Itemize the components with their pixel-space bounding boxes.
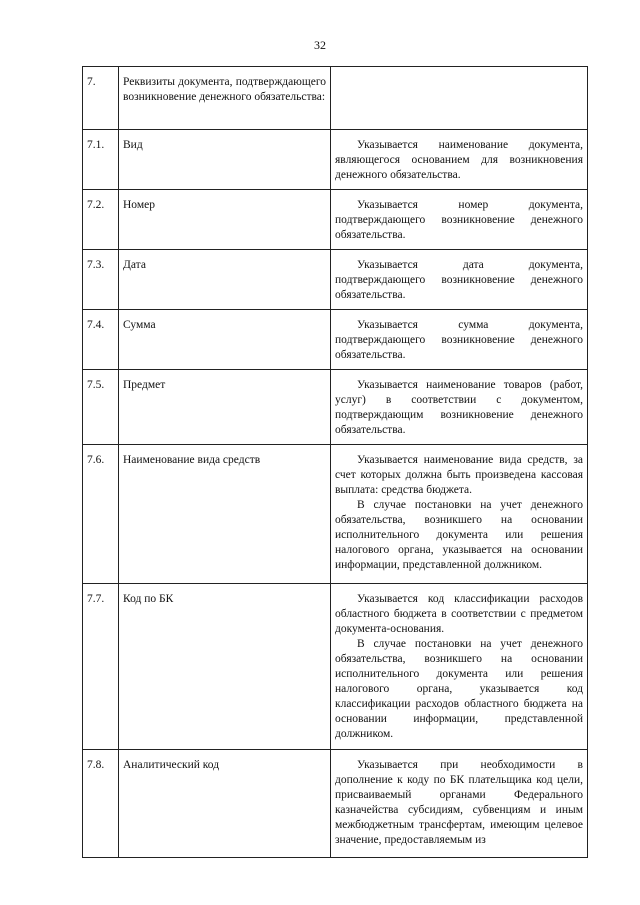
row-description	[331, 130, 588, 190]
row-number: 7.6.	[83, 445, 119, 584]
row-name: Наименование вида средств	[119, 445, 331, 584]
row-name: Номер	[119, 190, 331, 250]
row-description	[331, 67, 588, 130]
row-description	[331, 310, 588, 370]
table-row	[83, 130, 588, 190]
table-row	[83, 445, 588, 584]
description-paragraph: В случае постановки на учет денежного обязательства, возникшего на основании исполнительного документа или решения налогового органа, указывается на основании информации, представленной должником.	[335, 499, 583, 571]
row-number: 7.4.	[83, 310, 119, 370]
row-description	[331, 750, 588, 858]
table-row	[83, 750, 588, 858]
description-paragraph: Указывается наименование вида средств, за счет которых должна быть произведена кассовая выплата: средства бюджета.	[335, 454, 583, 496]
description-paragraph: В случае постановки на учет денежного обязательства, возникшего на основании исполнительного документа или решения налогового органа, указывается код классификации расходов областного бюджета на основании информации, представленной должником.	[335, 638, 583, 740]
row-number: 7.	[83, 67, 119, 130]
row-description	[331, 584, 588, 750]
row-number: 7.8.	[83, 750, 119, 858]
row-name: Реквизиты документа, подтверждающего возникновение денежного обязательства:	[119, 67, 331, 130]
row-number: 7.5.	[83, 370, 119, 445]
table-row	[83, 250, 588, 310]
table-row	[83, 310, 588, 370]
row-number: 7.7.	[83, 584, 119, 750]
row-name: Сумма	[119, 310, 331, 370]
description-paragraph: Указывается номер документа, подтверждающего возникновение денежного обязательства.	[335, 199, 583, 241]
row-name: Код по БК	[119, 584, 331, 750]
table-row	[83, 370, 588, 445]
description-paragraph: Указывается при необходимости в дополнение к коду по БК плательщика код цели, присваиваемый органами Федерального казначейства субсидиям, субвенциям и иным межбюджетным трансфертам, имеющим целевое значение, предоставляемым из	[335, 759, 583, 846]
description-paragraph: Указывается дата документа, подтверждающего возникновение денежного обязательства.	[335, 259, 583, 301]
row-name: Дата	[119, 250, 331, 310]
requisites-table	[82, 66, 588, 858]
row-description	[331, 445, 588, 584]
description-paragraph: Указывается наименование документа, являющегося основанием для возникновения денежного обязательства.	[335, 139, 583, 181]
page-number: 32	[314, 38, 326, 52]
table-row	[83, 67, 588, 130]
row-name: Вид	[119, 130, 331, 190]
row-number: 7.3.	[83, 250, 119, 310]
description-paragraph: Указывается сумма документа, подтверждающего возникновение денежного обязательства.	[335, 319, 583, 361]
row-number: 7.2.	[83, 190, 119, 250]
table-row	[83, 584, 588, 750]
description-paragraph: Указывается код классификации расходов областного бюджета в соответствии с предметом документа-основания.	[335, 593, 583, 635]
row-description	[331, 370, 588, 445]
row-name: Аналитический код	[119, 750, 331, 858]
row-name: Предмет	[119, 370, 331, 445]
description-paragraph: Указывается наименование товаров (работ, услуг) в соответствии с документом, подтверждающим возникновение денежного обязательства.	[335, 379, 583, 436]
row-description	[331, 190, 588, 250]
table-row	[83, 190, 588, 250]
row-description	[331, 250, 588, 310]
row-number: 7.1.	[83, 130, 119, 190]
